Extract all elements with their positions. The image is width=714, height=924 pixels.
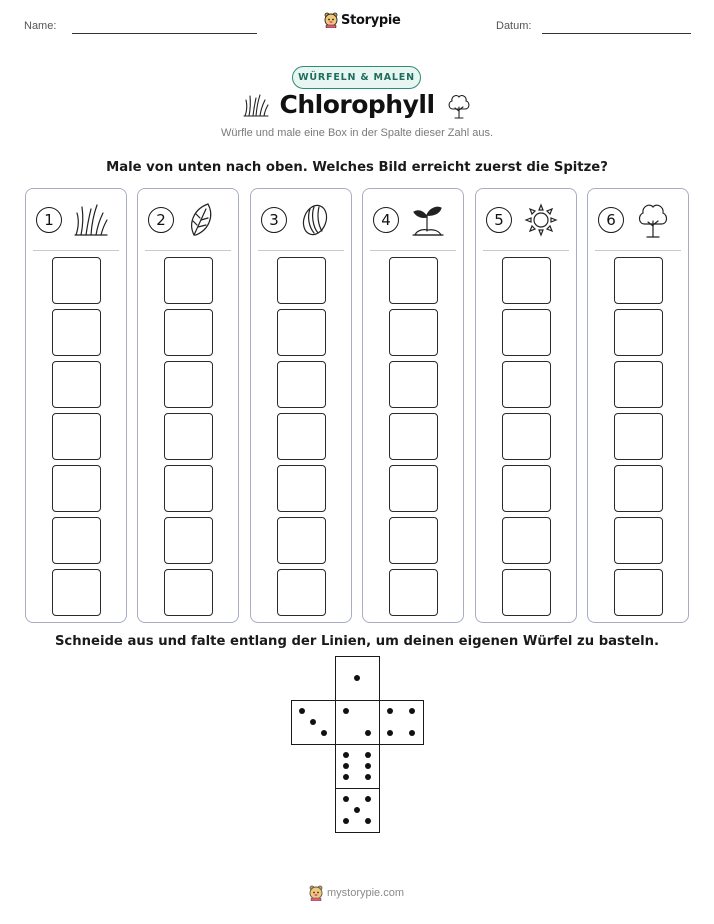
- color-box[interactable]: [52, 309, 101, 356]
- logo: [324, 12, 401, 28]
- die-face-3: [291, 700, 336, 745]
- die-face-1: [335, 656, 380, 701]
- number-badge: 2: [148, 207, 174, 233]
- storypie-mascot-icon: [324, 12, 338, 28]
- footer-url: mystorypie.com: [327, 887, 405, 899]
- column-divider: [145, 250, 231, 251]
- color-box[interactable]: [277, 309, 326, 356]
- die-pip: [387, 730, 393, 736]
- sun-icon: [522, 201, 560, 239]
- color-box[interactable]: [614, 361, 663, 408]
- die-pip: [343, 796, 349, 802]
- die-pip: [343, 708, 349, 714]
- die-pip: [310, 719, 316, 725]
- color-box[interactable]: [164, 257, 213, 304]
- column-1: [25, 188, 127, 623]
- color-box[interactable]: [614, 413, 663, 460]
- color-box[interactable]: [502, 257, 551, 304]
- color-box[interactable]: [277, 361, 326, 408]
- column-header: [476, 201, 576, 239]
- column-header: [588, 201, 688, 239]
- column-6: [587, 188, 689, 623]
- column-divider: [258, 250, 344, 251]
- die-pip: [343, 763, 349, 769]
- storypie-mascot-icon: [309, 885, 323, 901]
- color-box[interactable]: [502, 413, 551, 460]
- color-box[interactable]: [52, 257, 101, 304]
- column-header: [26, 201, 126, 239]
- color-box[interactable]: [389, 257, 438, 304]
- die-pip: [387, 708, 393, 714]
- logo-text: Storypie: [341, 12, 401, 28]
- sprout-icon: [409, 201, 447, 239]
- color-box[interactable]: [52, 413, 101, 460]
- subtitle: Würfle und male eine Box in der Spalte dieser Zahl aus.: [220, 127, 494, 139]
- tree-icon: [634, 201, 672, 239]
- color-box[interactable]: [277, 257, 326, 304]
- die-pip: [365, 763, 371, 769]
- number-badge: 4: [373, 207, 399, 233]
- cut-instruction: Schneide aus und falte entlang der Linien, um deinen eigenen Würfel zu basteln.: [54, 634, 660, 649]
- number-badge: 5: [486, 207, 512, 233]
- color-box[interactable]: [277, 413, 326, 460]
- die-face-2: [335, 700, 380, 745]
- color-box[interactable]: [52, 569, 101, 616]
- color-box[interactable]: [164, 309, 213, 356]
- die-pip: [365, 796, 371, 802]
- color-box[interactable]: [277, 569, 326, 616]
- color-box[interactable]: [52, 361, 101, 408]
- die-face-4: [379, 700, 424, 745]
- date-label: Datum:: [496, 20, 532, 32]
- color-box[interactable]: [389, 413, 438, 460]
- color-box[interactable]: [502, 569, 551, 616]
- die-pip: [343, 774, 349, 780]
- number-badge: 3: [261, 207, 287, 233]
- die-pip: [365, 818, 371, 824]
- color-box[interactable]: [614, 569, 663, 616]
- die-face-5: [335, 788, 380, 833]
- date-line[interactable]: [542, 33, 691, 34]
- die-face-6: [335, 744, 380, 789]
- leaf-icon: [184, 201, 222, 239]
- color-box[interactable]: [614, 309, 663, 356]
- page-title: Chlorophyll: [279, 90, 435, 119]
- color-box[interactable]: [502, 465, 551, 512]
- die-pip: [409, 708, 415, 714]
- seed-icon: [297, 201, 335, 239]
- color-box[interactable]: [502, 309, 551, 356]
- die-pip: [299, 708, 305, 714]
- color-box[interactable]: [52, 517, 101, 564]
- column-divider: [483, 250, 569, 251]
- color-box[interactable]: [277, 465, 326, 512]
- die-pip: [343, 818, 349, 824]
- color-box[interactable]: [502, 517, 551, 564]
- name-line[interactable]: [72, 33, 257, 34]
- color-box[interactable]: [389, 361, 438, 408]
- name-label: Name:: [24, 20, 57, 32]
- number-badge: 1: [36, 207, 62, 233]
- column-divider: [370, 250, 456, 251]
- tree-icon: [445, 92, 473, 120]
- column-header: [138, 201, 238, 239]
- activity-badge: WÜRFELN & MALEN: [292, 66, 421, 89]
- color-box[interactable]: [164, 413, 213, 460]
- color-box[interactable]: [164, 517, 213, 564]
- column-divider: [595, 250, 681, 251]
- color-box[interactable]: [164, 361, 213, 408]
- grass-icon: [72, 201, 110, 239]
- die-pip: [354, 675, 360, 681]
- color-box[interactable]: [277, 517, 326, 564]
- column-divider: [33, 250, 119, 251]
- color-box[interactable]: [389, 465, 438, 512]
- die-pip: [354, 807, 360, 813]
- color-box[interactable]: [614, 465, 663, 512]
- color-box[interactable]: [52, 465, 101, 512]
- column-header: [251, 201, 351, 239]
- die-pip: [409, 730, 415, 736]
- color-box[interactable]: [389, 517, 438, 564]
- color-box[interactable]: [614, 517, 663, 564]
- column-header: [363, 201, 463, 239]
- color-box[interactable]: [164, 569, 213, 616]
- die-pip: [321, 730, 327, 736]
- color-box[interactable]: [389, 569, 438, 616]
- die-pip: [365, 752, 371, 758]
- number-badge: 6: [598, 207, 624, 233]
- footer: [309, 885, 404, 901]
- color-box[interactable]: [389, 309, 438, 356]
- game-instruction: Male von unten nach oben. Welches Bild erreicht zuerst die Spitze?: [106, 160, 608, 175]
- color-box[interactable]: [164, 465, 213, 512]
- color-box[interactable]: [502, 361, 551, 408]
- die-pip: [365, 730, 371, 736]
- column-3: [250, 188, 352, 623]
- die-pip: [365, 774, 371, 780]
- color-box[interactable]: [614, 257, 663, 304]
- column-2: [137, 188, 239, 623]
- column-5: [475, 188, 577, 623]
- die-pip: [343, 752, 349, 758]
- column-4: [362, 188, 464, 623]
